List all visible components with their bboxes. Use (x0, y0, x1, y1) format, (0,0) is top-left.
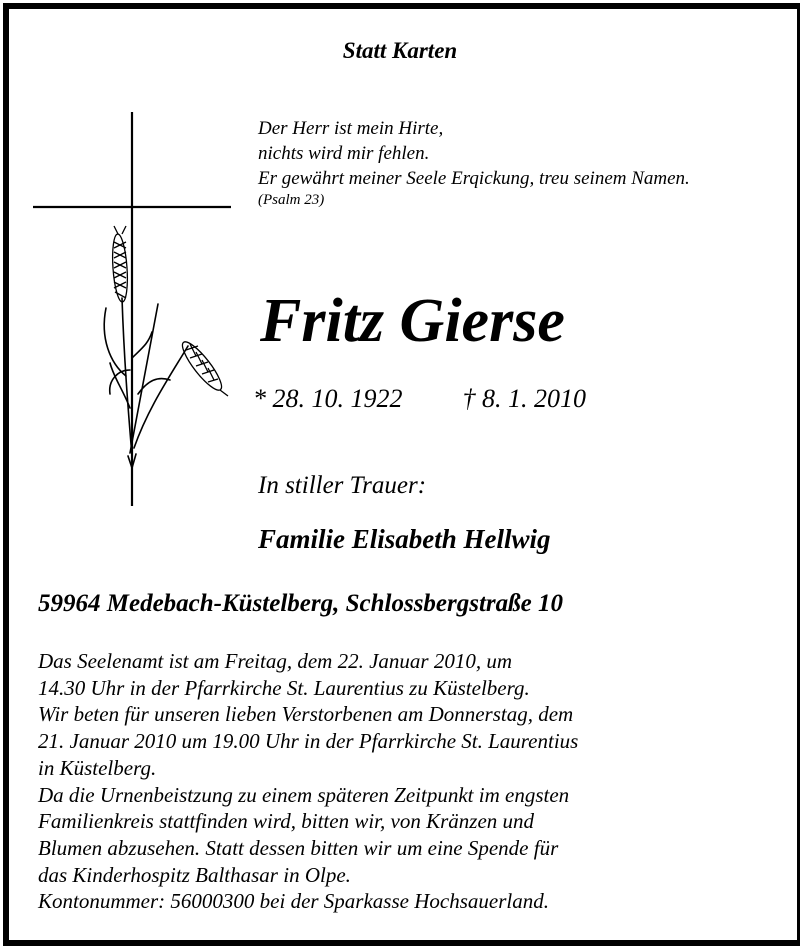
header-title: Statt Karten (342, 38, 458, 63)
notice-line: in Küstelberg. (38, 755, 157, 780)
family-name: Familie Elisabeth Hellwig (258, 524, 551, 554)
notice-line: Familienkreis stattfinden wird, bitten wir, von Kränzen und (38, 809, 535, 834)
notice-line: Wir beten für unseren lieben Verstorbenen am Donnerstag, dem (38, 702, 574, 727)
notice-line: Kontonummer: 56000300 bei der Sparkasse Hochsauerland. (38, 889, 549, 914)
notice-text (38, 648, 758, 915)
notice-line: Da die Urnenbeistzung zu einem späteren Zeitpunkt im engsten (38, 782, 570, 807)
notice-line: 21. Januar 2010 um 19.00 Uhr in der Pfarrkirche St. Laurentius (38, 729, 579, 754)
psalm-line: Der Herr ist mein Hirte, (258, 118, 444, 139)
birth-date: * 28. 10. 1922 (253, 384, 403, 413)
cross-with-wheat-icon (30, 108, 240, 510)
death-date: † 8. 1. 2010 (462, 384, 586, 413)
notice-line: Das Seelenamt ist am Freitag, dem 22. Januar 2010, um (38, 649, 512, 673)
address-line: 59964 Medebach-Küstelberg, Schlossbergstraße 10 (38, 590, 563, 617)
life-dates (253, 383, 586, 415)
psalm-line: nichts wird mir fehlen. (258, 143, 430, 164)
psalm-reference: (Psalm 23) (258, 192, 325, 208)
psalm-quote (258, 116, 690, 209)
deceased-name: Fritz Gierse (260, 287, 565, 355)
psalm-line: Er gewährt meiner Seele Erqickung, treu seinem Namen. (258, 168, 690, 189)
notice-line: 14.30 Uhr in der Pfarrkirche St. Laurentius zu Küstelberg. (38, 675, 530, 700)
mourning-intro: In stiller Trauer: (258, 472, 427, 499)
notice-line: Blumen abzusehen. Statt dessen bitten wir um eine Spende für (38, 835, 559, 860)
notice-line: das Kinderhospitz Balthasar in Olpe. (38, 862, 351, 887)
